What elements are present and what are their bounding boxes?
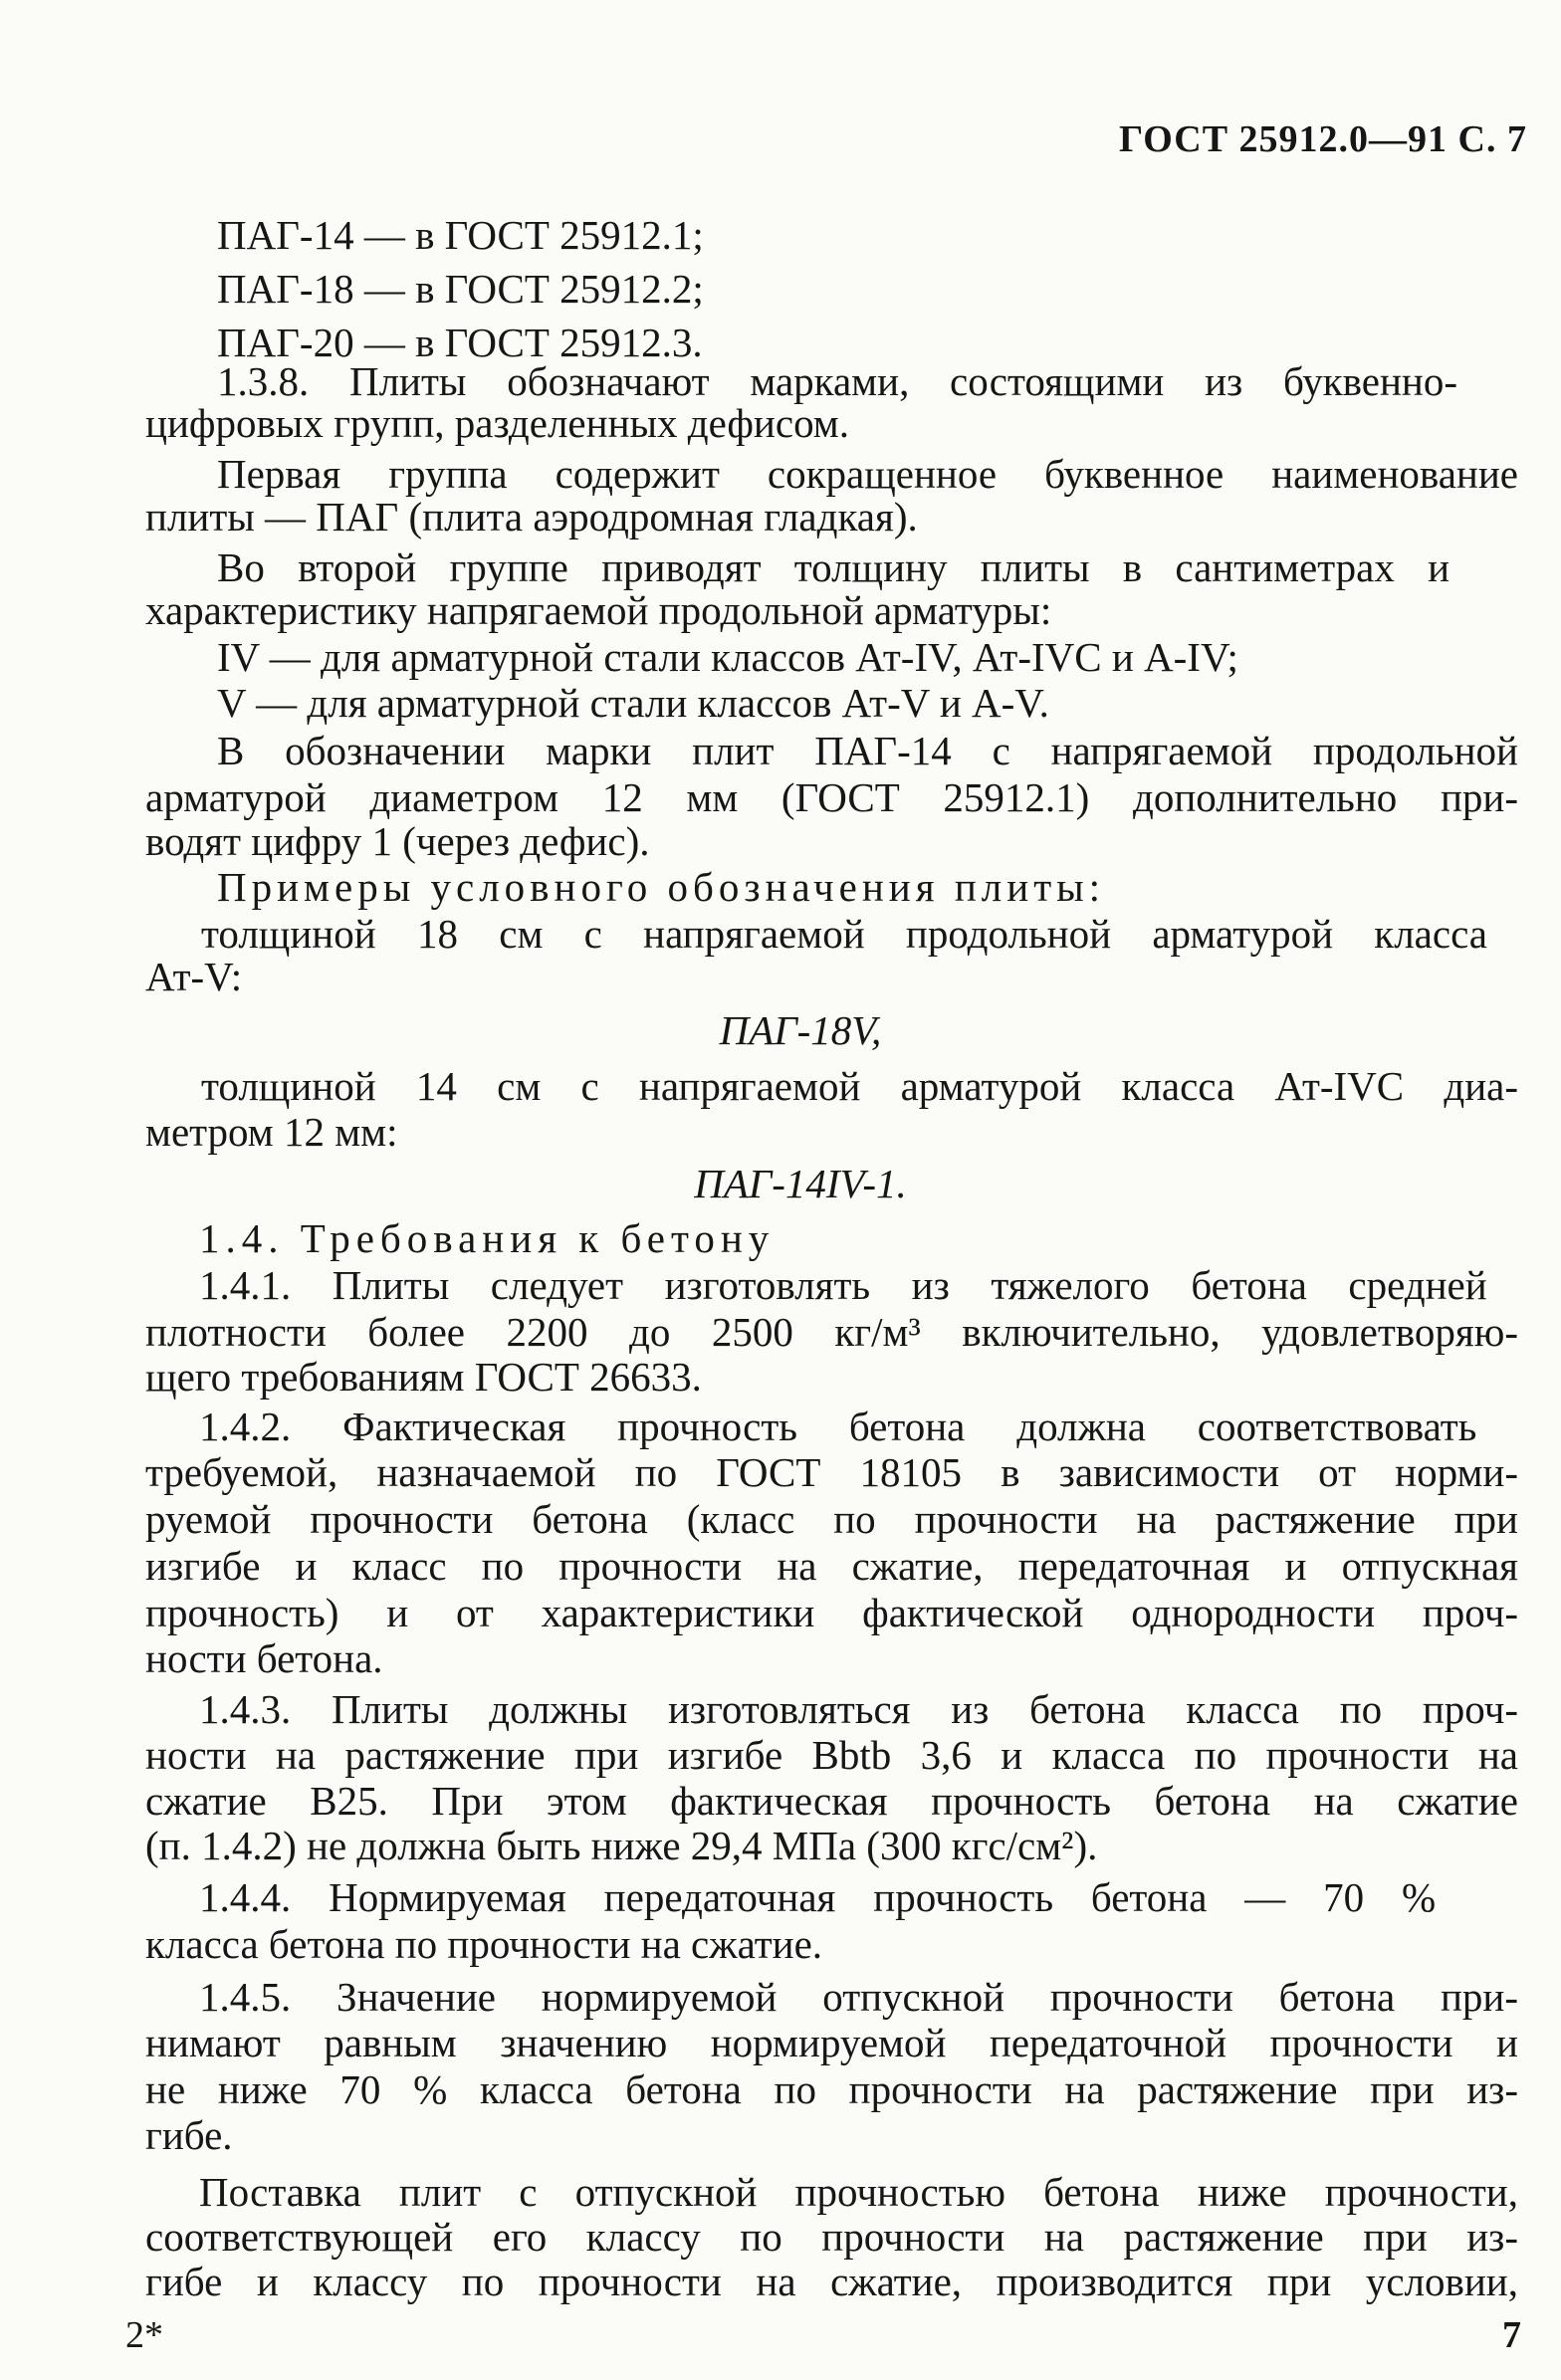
page-header: ГОСТ 25912.0—91 С. 7: [1119, 118, 1527, 160]
text-line: 1.4.3. Плиты должны изготовляться из бетона класса по проч-: [199, 1686, 1518, 1732]
text-line: требуемой, назначаемой по ГОСТ 18105 в зависимости от норми-: [145, 1449, 1518, 1495]
text-line: метром 12 мм:: [145, 1109, 398, 1155]
text-line: 1.4.2. Фактическая прочность бетона должна соответствовать: [199, 1404, 1477, 1449]
text-line: ПАГ-20 — в ГОСТ 25912.3.: [217, 320, 703, 365]
text-line: щего требованиям ГОСТ 26633.: [145, 1354, 702, 1400]
footer-signature-mark: 2*: [125, 2314, 163, 2356]
text-line: цифровых групп, разделенных дефисом.: [145, 400, 849, 446]
text-line: 1.4.1. Плиты следует изготовлять из тяжелого бетона средней: [199, 1262, 1487, 1308]
text-line: сжатие В25. При этом фактическая прочность бетона на сжатие: [145, 1778, 1518, 1824]
text-line: (п. 1.4.2) не должна быть ниже 29,4 МПа (300 кгс/см²).: [145, 1823, 1098, 1868]
text-line: Во второй группе приводят толщину плиты в сантиметрах и: [217, 544, 1450, 590]
designation-example: ПАГ-14IV-1.: [694, 1161, 907, 1206]
text-line: 1.3.8. Плиты обозначают марками, состоящими из буквенно-: [217, 358, 1458, 404]
text-line: 1.4.4. Нормируемая передаточная прочность бетона — 70 %: [199, 1874, 1437, 1920]
text-line: плиты — ПАГ (плита аэродромная гладкая).: [145, 494, 918, 540]
footer-page-number: 7: [1502, 2314, 1521, 2356]
text-line: толщиной 14 см с напрягаемой арматурой класса Ат-IVC диа-: [201, 1063, 1518, 1109]
text-line: гибе и классу по прочности на сжатие, производится при условии,: [145, 2259, 1518, 2304]
text-line: арматурой диаметром 12 мм (ГОСТ 25912.1) дополнительно при-: [145, 774, 1518, 820]
text-line: соответствующей его классу по прочности на растяжение при из-: [145, 2214, 1518, 2260]
text-line: руемой прочности бетона (класс по прочности на растяжение при: [145, 1496, 1518, 1542]
text-line: Поставка плит с отпускной прочностью бетона ниже прочности,: [199, 2169, 1518, 2215]
text-line: ности бетона.: [145, 1635, 383, 1681]
text-line: ности на растяжение при изгибе Bbtb 3,6 и класса по прочности на: [145, 1732, 1518, 1778]
text-line: толщиной 18 см с напрягаемой продольной арматурой класса: [201, 911, 1487, 957]
text-line: Ат-V:: [145, 954, 243, 999]
text-line: класса бетона по прочности на сжатие.: [145, 1921, 823, 1967]
text-line: Первая группа содержит сокращенное буквенное наименование: [217, 451, 1518, 497]
text-line: водят цифру 1 (через дефис).: [145, 818, 650, 864]
text-line: нимают равным значению нормируемой передаточной прочности и: [145, 2020, 1518, 2065]
text-line: не ниже 70 % класса бетона по прочности на растяжение при из-: [145, 2066, 1518, 2112]
text-line: изгибе и класс по прочности на сжатие, передаточная и отпускная: [145, 1543, 1518, 1589]
text-line: ПАГ-14 — в ГОСТ 25912.1;: [217, 212, 704, 258]
text-line: В обозначении марки плит ПАГ-14 с напрягаемой продольной: [217, 728, 1518, 773]
text-line: ПАГ-18 — в ГОСТ 25912.2;: [217, 266, 704, 312]
text-line: IV — для арматурной стали классов Ат-IV, Ат-IVC и А-IV;: [217, 634, 1238, 680]
text-line: прочность) и от характеристики фактической однородности проч-: [145, 1590, 1518, 1635]
text-line: 1.4. Требования к бетону: [199, 1215, 776, 1261]
text-line: Примеры условного обозначения плиты:: [217, 864, 1106, 910]
text-line: V — для арматурной стали классов Ат-V и А-V.: [217, 680, 1049, 726]
designation-example: ПАГ-18V,: [719, 1007, 882, 1053]
text-line: 1.4.5. Значение нормируемой отпускной прочности бетона при-: [199, 1974, 1518, 2020]
text-line: плотности более 2200 до 2500 кг/м³ включительно, удовлетворяю-: [145, 1309, 1518, 1355]
text-line: гибе.: [145, 2112, 233, 2158]
text-line: характеристику напрягаемой продольной арматуры:: [145, 587, 1052, 633]
